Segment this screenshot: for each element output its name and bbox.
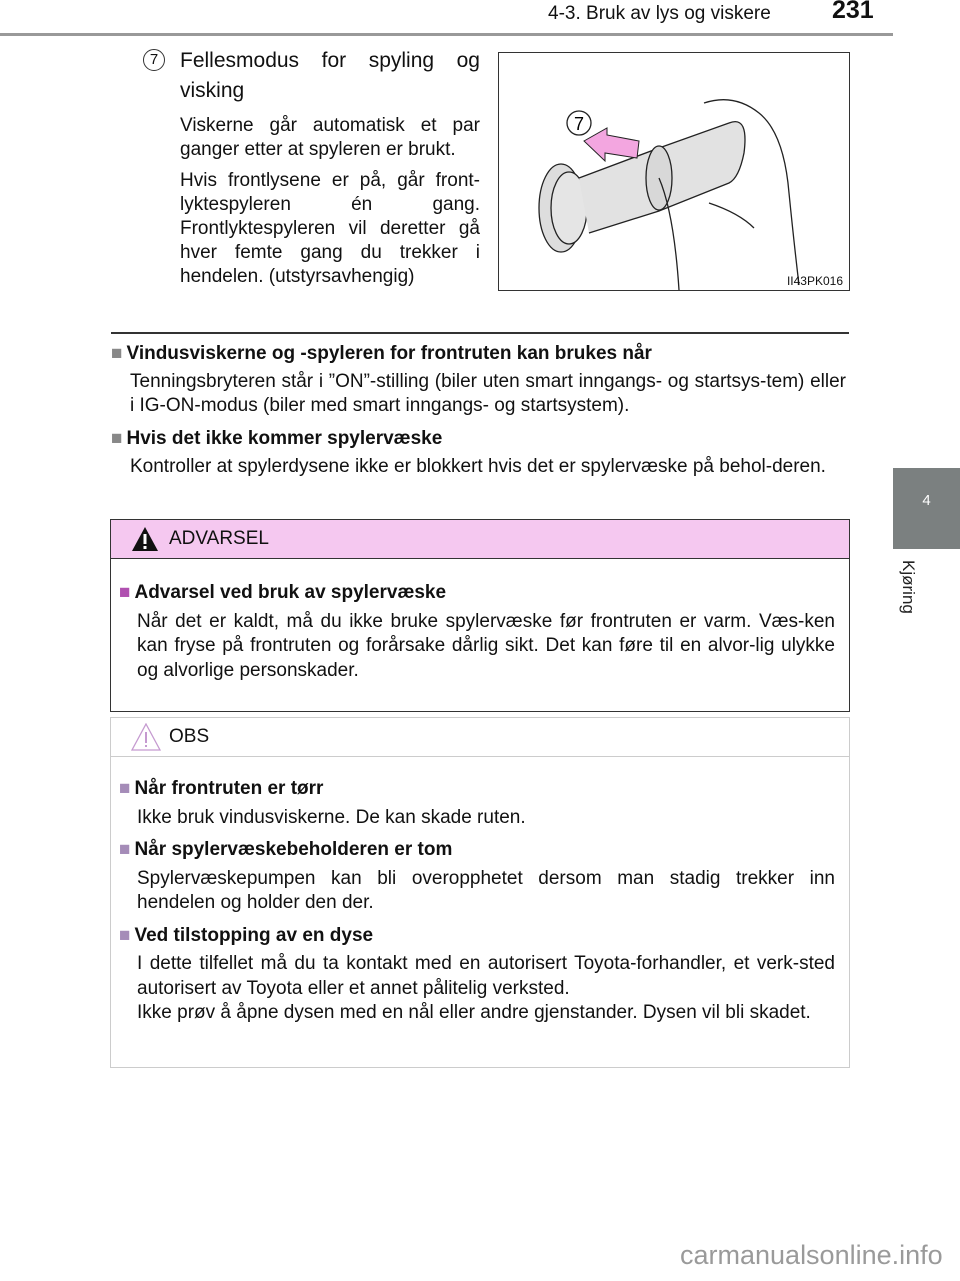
chapter-label: Kjøring (899, 560, 918, 614)
lever-illustration (498, 52, 850, 291)
figure-id: II43PK016 (786, 274, 843, 288)
warning-triangle-icon (131, 526, 159, 552)
info-section (111, 427, 846, 479)
header-rule (0, 33, 893, 36)
bullet-square-icon: ■ (119, 839, 131, 860)
step-number: 7 (143, 49, 165, 71)
warning-body: Når det er kaldt, må du ikke bruke spylervæske før frontruten er varm. Væs-ken kan fryse på frontruten og forårsake dårlig sikt. Det kan føre til en alvor-lig ulykke og alvorlige personskader. (137, 610, 835, 681)
step-paragraph: Hvis frontlysene er på, går front-lyktespyleren én gang. Frontlyktespyleren vil deretter gå hver femte gang du trekker i hendelen. (utstyrsavhengig) (180, 170, 480, 287)
section-divider (111, 332, 849, 334)
step-body (180, 114, 480, 296)
warning-heading: Advarsel ved bruk av spylervæske (134, 582, 447, 603)
section-body: Tenningsbryteren står i ”ON”-stilling (biler uten smart inngangs- og startsys-tem) eller i IG-ON-modus (biler med smart inngangs- og startsystem). (130, 371, 846, 416)
bullet-square-icon: ■ (119, 582, 131, 603)
bullet-square-icon: ■ (119, 924, 131, 946)
bullet-square-icon: ■ (111, 343, 123, 364)
notice-body: Ikke prøv å åpne dysen med en nål eller andre gjenstander. Dysen vil bli skadet. (137, 1002, 811, 1023)
figure-callout: 7 (573, 114, 585, 134)
notice-body: Spylervæskepumpen kan bli overopphetet dersom man stadig trekker inn hendelen og holder den der. (137, 867, 835, 913)
warning-title: ADVARSEL (169, 528, 269, 549)
notice-heading: Når spylervæskebeholderen er tom (134, 839, 453, 860)
section-heading: Vindusviskerne og -spyleren for frontruten kan brukes når (126, 343, 652, 364)
wiper-lever-drawing (499, 53, 849, 290)
step-title: Fellesmodus for spyling og visking (180, 49, 480, 102)
section-body: Kontroller at spylerdysene ikke er blokkert hvis det er spylervæske på behol-deren. (130, 456, 826, 477)
section-title: 4-3. Bruk av lys og viskere (548, 3, 771, 24)
page-number: 231 (832, 0, 874, 24)
notice-body: I dette tilfellet må du ta kontakt med en autorisert Toyota-forhandler, et verk-sted autorisert av Toyota eller et annet pålitelig verksted. (137, 953, 835, 999)
notice-title: OBS (169, 726, 210, 747)
warning-header (111, 520, 849, 559)
warning-box (110, 519, 850, 712)
notice-header (111, 718, 849, 757)
notice-body: Ikke bruk vindusviskerne. De kan skade ruten. (137, 806, 526, 828)
step-paragraph: Viskerne går automatisk et par ganger etter at spyleren er brukt. (180, 115, 480, 160)
section-heading: Hvis det ikke kommer spylervæske (126, 428, 443, 449)
notice-box (110, 717, 850, 1068)
bullet-square-icon: ■ (119, 778, 131, 799)
notice-heading: Når frontruten er tørr (134, 778, 324, 799)
notice-heading: Ved tilstopping av en dyse (134, 924, 374, 946)
caution-triangle-icon (131, 723, 161, 751)
bullet-square-icon: ■ (111, 428, 123, 449)
info-section (111, 342, 846, 418)
chapter-tab[interactable]: 4 (893, 468, 960, 549)
watermark: carmanualsonline.info (680, 1240, 943, 1270)
